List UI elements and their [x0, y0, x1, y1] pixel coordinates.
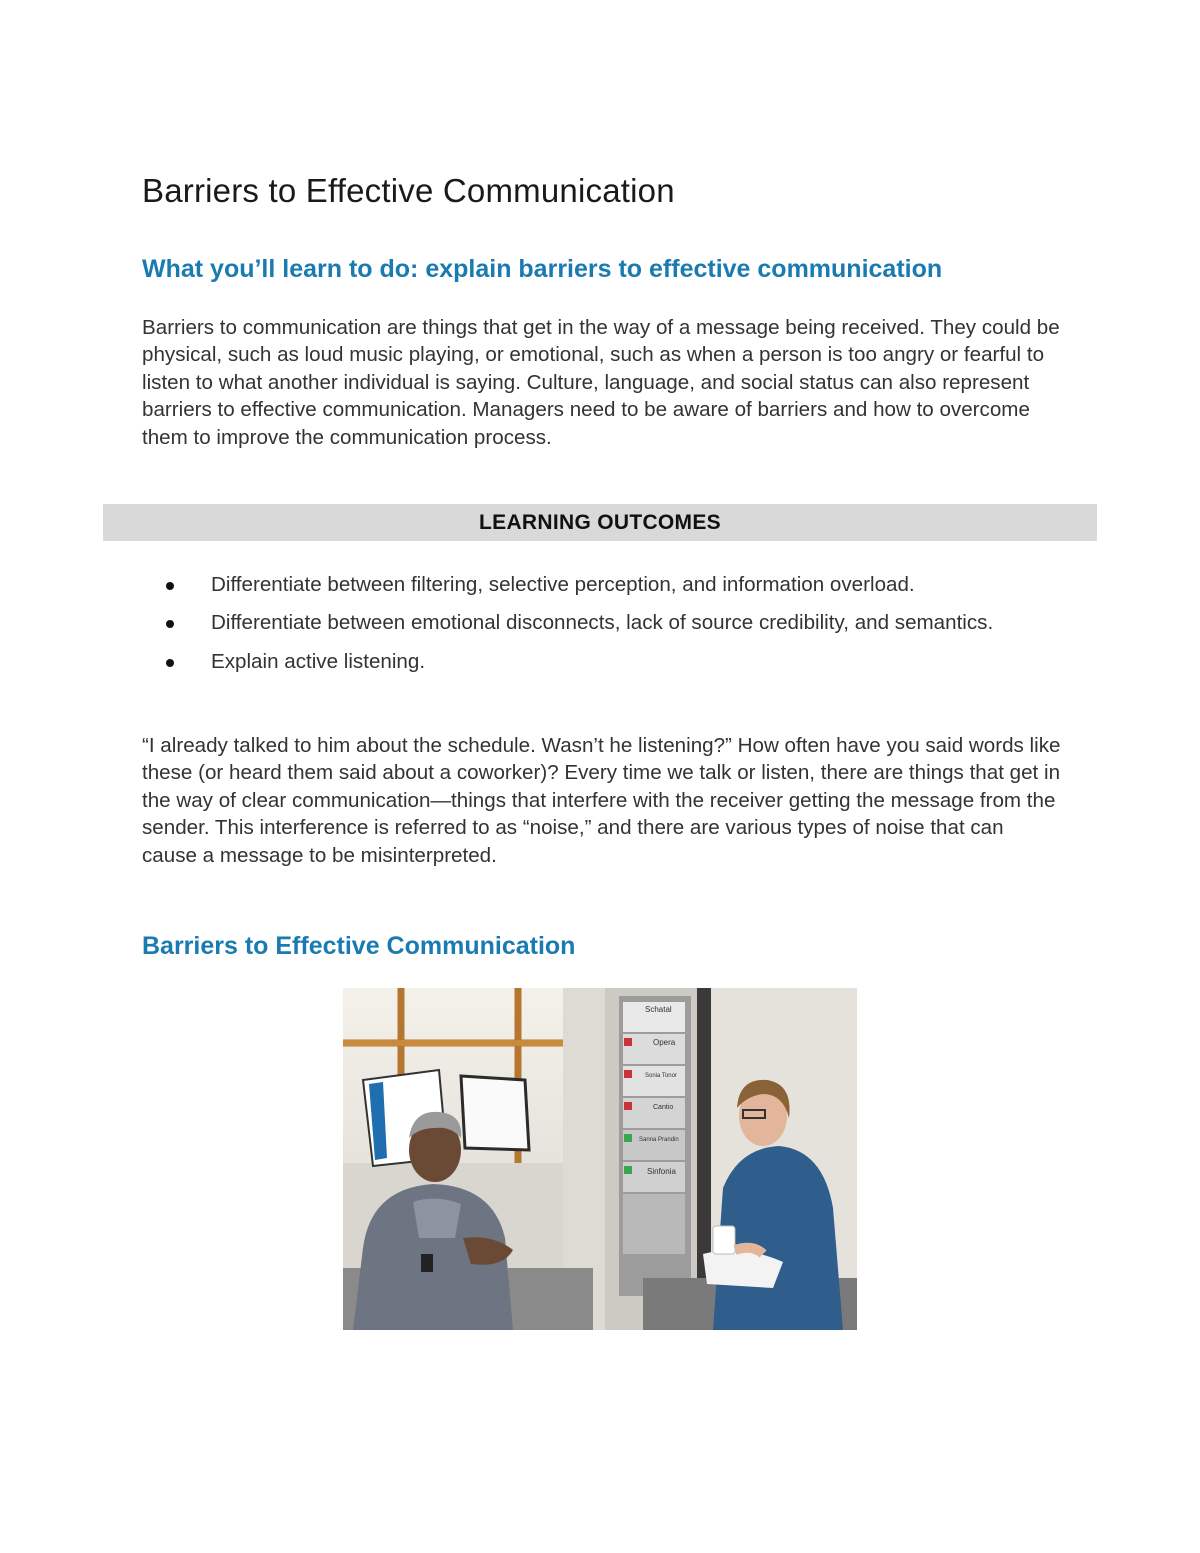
- learning-outcomes-heading: LEARNING OUTCOMES: [479, 510, 721, 534]
- intro-paragraph: Barriers to communication are things that get in the way of a message being received. They could be physical, such as loud music playing, or emotional, such as when a person is too angry or fearful to listen to what another individual is saying. Culture, language, and social status can also represent barriers to effective communication. Managers need to be aware of barriers and how to overcome them to improve the communication process.: [142, 316, 1060, 449]
- learning-outcomes-list: [160, 571, 1040, 686]
- rack-label: Cantio: [653, 1104, 674, 1111]
- rack-label: Opera: [653, 1038, 676, 1047]
- list-item: [160, 571, 1040, 598]
- page-title: Barriers to Effective Communication: [142, 172, 675, 209]
- learning-outcomes-bar: [103, 504, 1097, 541]
- bullet-icon: [166, 659, 174, 667]
- learning-goal-heading: What you’ll learn to do: explain barriers to effective communication: [142, 255, 943, 283]
- list-item: [160, 609, 1040, 636]
- rack-label: Sinfonia: [647, 1167, 676, 1176]
- section-heading: Barriers to Effective Communication: [142, 932, 576, 960]
- conversation-photo: [343, 988, 857, 1330]
- rack-label: Schatal: [645, 1005, 672, 1014]
- bullet-icon: [166, 620, 174, 628]
- outcome-text: Differentiate between filtering, selective perception, and information overload.: [211, 573, 915, 596]
- outcome-text: Differentiate between emotional disconnects, lack of source credibility, and semantics.: [211, 611, 994, 635]
- rack-label: Sonia Tonor: [645, 1073, 677, 1079]
- list-item: [160, 648, 1040, 675]
- outcome-text: Explain active listening.: [211, 649, 426, 673]
- rack-label: Sanna Prandin: [639, 1137, 679, 1143]
- quote-paragraph: “I already talked to him about the schedule. Wasn’t he listening?” How often have you said words like these (or heard them said about a coworker)? Every time we talk or listen, there are things that get in the way of clear communication—things that interfere with the receiver getting the message from the sender. This interference is referred to as “noise,” and there are various types of noise that can cause a message to be misinterpreted.: [142, 734, 1061, 867]
- bullet-icon: [166, 582, 174, 590]
